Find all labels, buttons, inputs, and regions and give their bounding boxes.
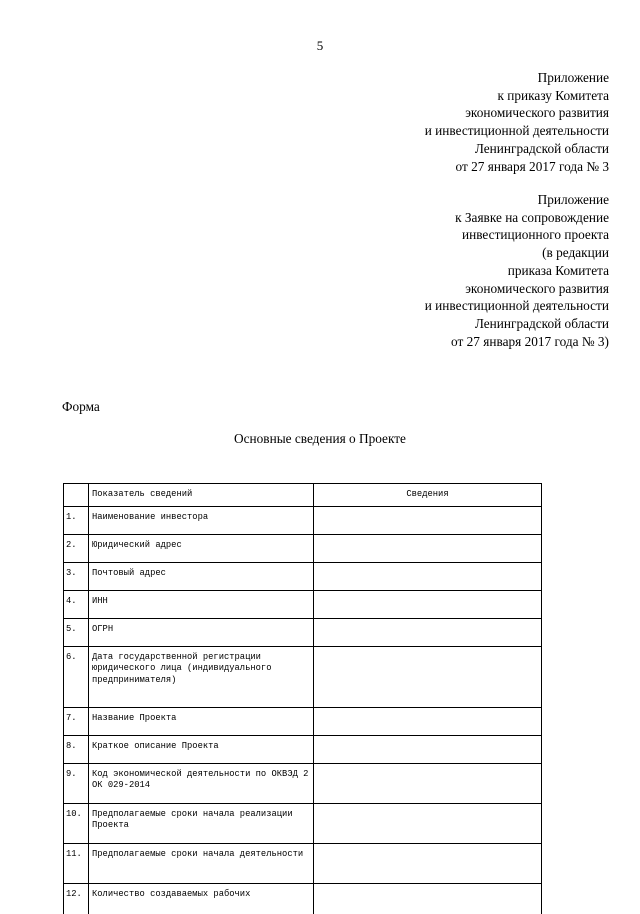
page-number: 5 [316,38,324,53]
row-indicator: Код экономической деятельности по ОКВЭД 2 ОК 029-2014 [89,764,314,804]
appendix-line: Приложение [537,70,609,85]
row-number: 7. [64,708,89,736]
row-indicator: Юридический адрес [89,535,314,563]
appendix-line: от 27 января 2017 года № 3) [451,333,609,349]
appendix-line: к Заявке на сопровождение [455,209,609,225]
table-row [64,736,542,764]
row-value-cell[interactable] [314,708,542,736]
row-number: 10. [64,804,89,844]
row-indicator: Почтовый адрес [89,563,314,591]
row-value-cell[interactable] [314,804,542,844]
table-row [64,619,542,647]
table-row [64,647,542,708]
row-number: 9. [64,764,89,804]
table-row [64,563,542,591]
header-indicator: Показатель сведений [89,484,314,507]
table-row [64,804,542,844]
row-indicator: Дата государственной регистрации юридического лица (индивидуального предпринимателя) [89,647,314,708]
row-number: 5. [64,619,89,647]
row-value-cell[interactable] [314,535,542,563]
appendix-line: к приказу Комитета [497,87,609,103]
row-value-cell[interactable] [314,736,542,764]
project-info-table [63,483,542,914]
header-value: Сведения [314,484,542,507]
table-row [64,764,542,804]
table-row [64,591,542,619]
row-value-cell[interactable] [314,591,542,619]
appendix-line: и инвестиционной деятельности [424,298,609,314]
appendix-line: Ленинградской области [474,140,609,156]
appendix-line: (в редакции [542,245,609,261]
appendix-line: и инвестиционной деятельности [424,123,609,139]
row-indicator: ИНН [89,591,314,619]
table-row [64,535,542,563]
appendix-line: приказа Комитета [507,262,609,278]
row-value-cell[interactable] [314,884,542,914]
table-row [64,708,542,736]
table-row [64,884,542,914]
row-indicator: ОГРН [89,619,314,647]
row-number: 8. [64,736,89,764]
row-value-cell[interactable] [314,647,542,708]
form-title: Основные сведения о Проекте [234,431,406,446]
table-header-row [64,484,542,507]
row-number: 11. [64,844,89,884]
appendix-line: от 27 января 2017 года № 3 [455,158,609,174]
row-number: 3. [64,563,89,591]
appendix-header-application [249,191,609,350]
row-value-cell[interactable] [314,619,542,647]
row-indicator: Количество создаваемых рабочих [89,884,314,914]
row-number: 12. [64,884,89,914]
row-value-cell[interactable] [314,563,542,591]
row-number: 6. [64,647,89,708]
row-value-cell[interactable] [314,764,542,804]
row-indicator: Предполагаемые сроки начала деятельности [89,844,314,884]
appendix-line: инвестиционного проекта [462,227,609,243]
row-indicator: Наименование инвестора [89,507,314,535]
row-indicator: Название Проекта [89,708,314,736]
appendix-line: Ленинградской области [474,315,609,331]
row-indicator: Предполагаемые сроки начала реализации Проекта [89,804,314,844]
row-value-cell[interactable] [314,507,542,535]
row-number: 1. [64,507,89,535]
row-number: 2. [64,535,89,563]
appendix-line: экономического развития [465,105,609,121]
row-number: 4. [64,591,89,619]
row-indicator: Краткое описание Проекта [89,736,314,764]
table-row [64,507,542,535]
form-label: Форма [62,399,100,414]
appendix-header-order [249,69,609,175]
table-row [64,844,542,884]
appendix-line: Приложение [537,192,609,207]
appendix-line: экономического развития [465,280,609,296]
header-num [64,484,89,507]
row-value-cell[interactable] [314,844,542,884]
